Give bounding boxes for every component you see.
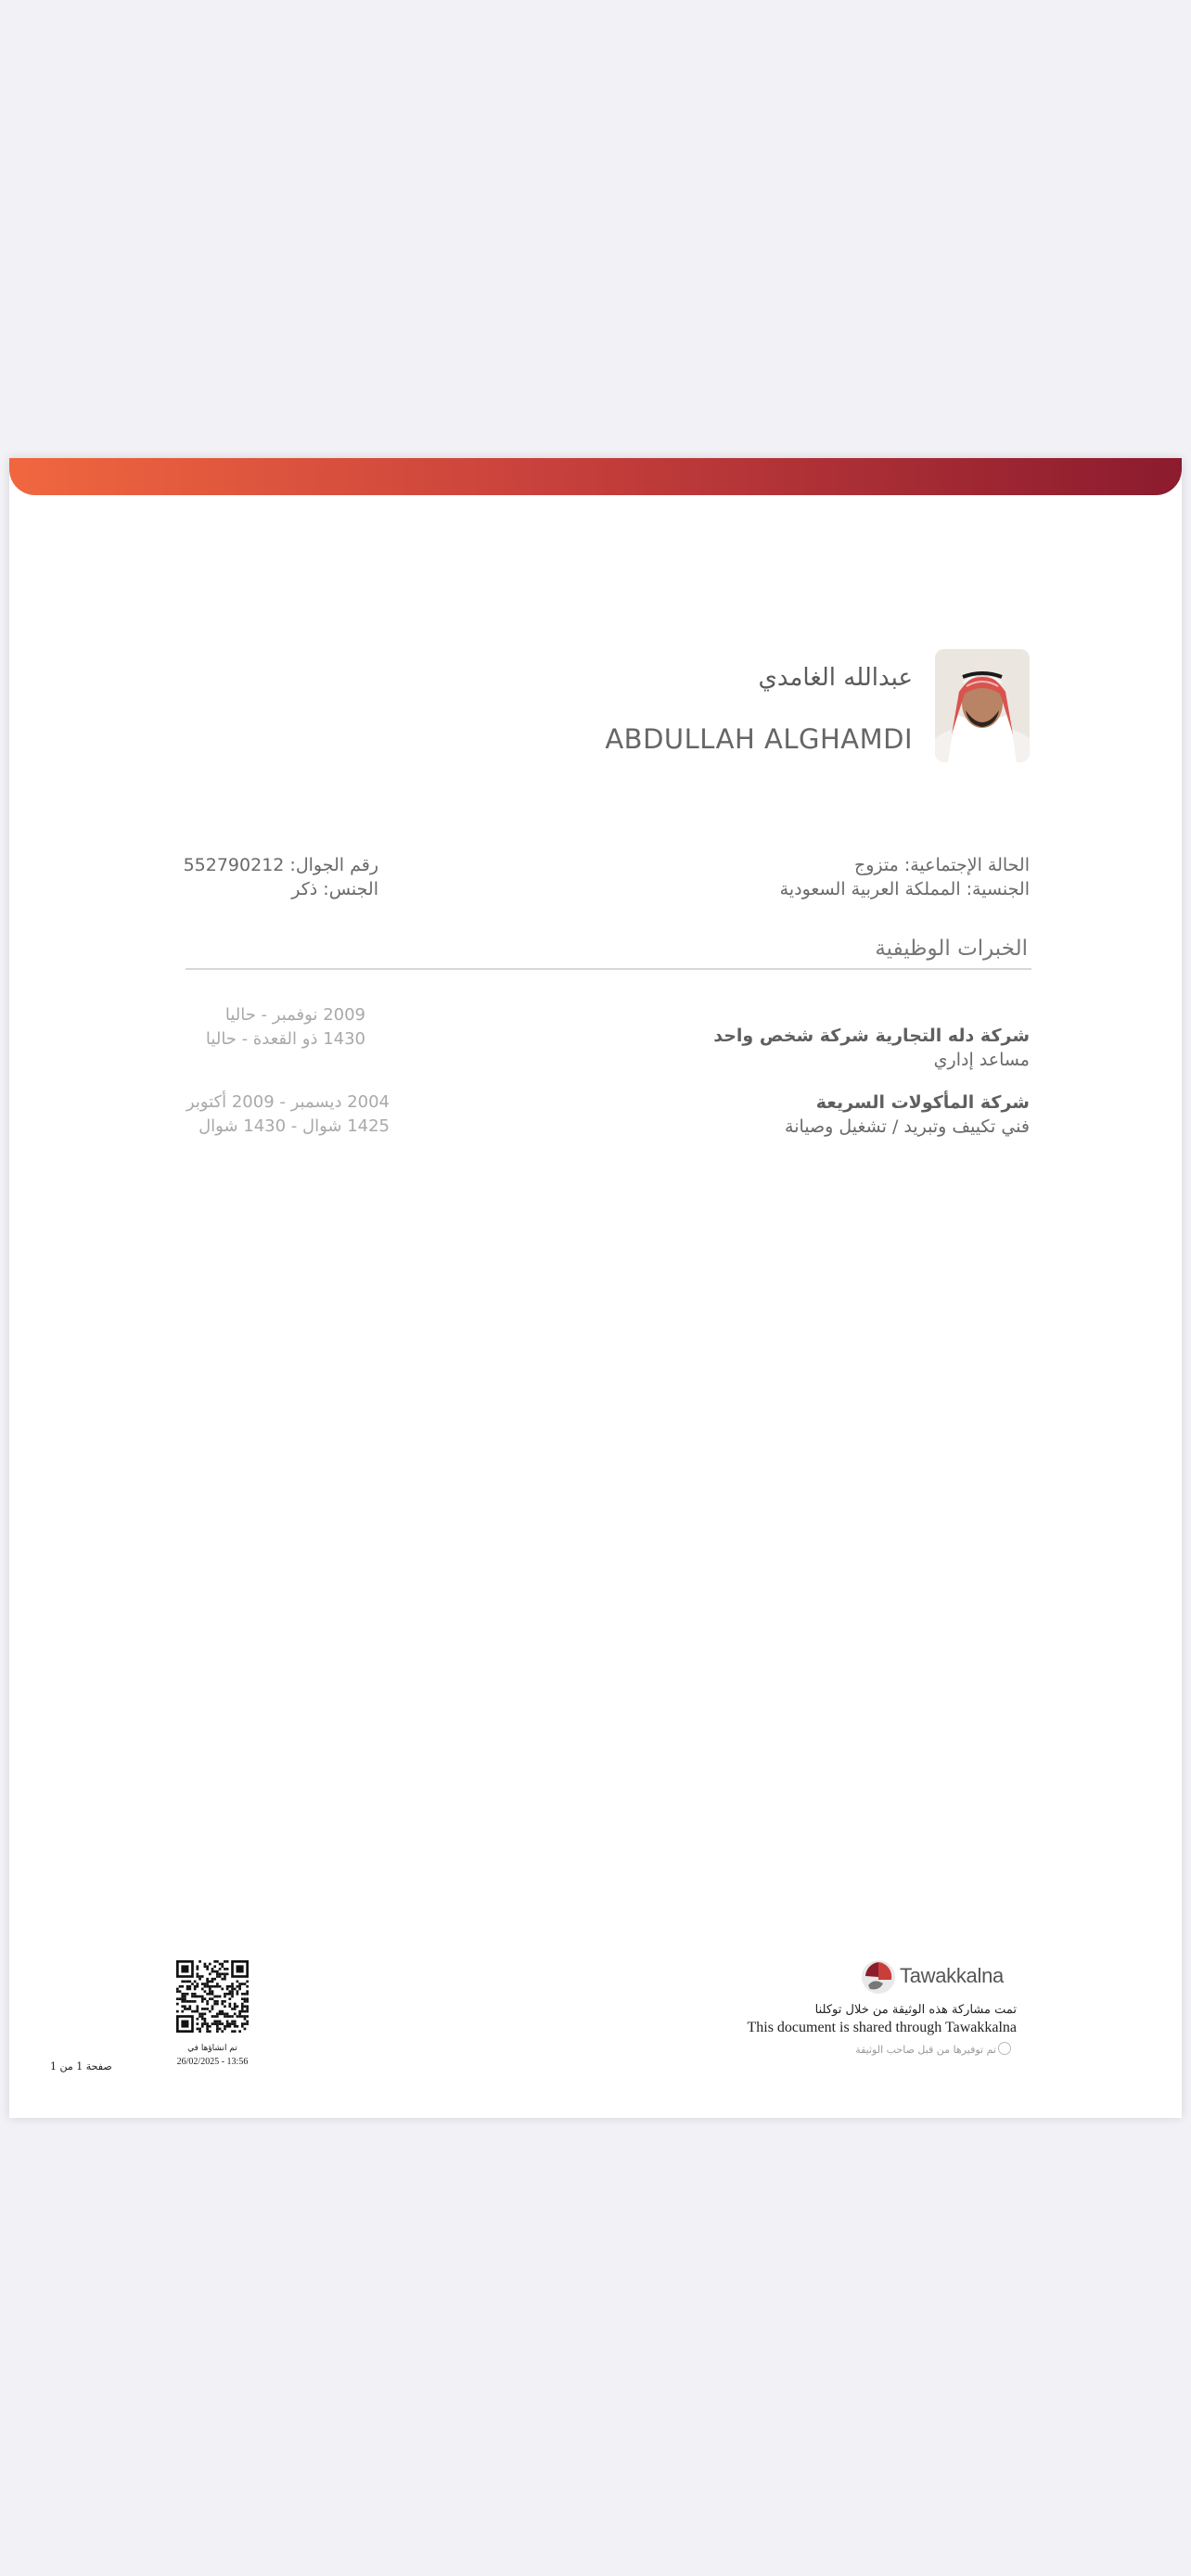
name-english: ABDULLAH ALGHAMDI: [605, 723, 913, 755]
tawakkalna-logo: [861, 1958, 1018, 1996]
shared-notice-arabic: تمت مشاركة هذه الوثيقة من خلال توكلنا: [814, 2003, 1017, 2017]
experience-date-hijri: 1425 شوال - 1430 شوال: [198, 1116, 390, 1136]
marital-status: الحالة الإجتماعية: متزوج: [853, 855, 1030, 875]
document-page: [9, 458, 1182, 2118]
experience-date-hijri: 1430 ذو القعدة - حاليا: [205, 1029, 365, 1049]
mobile-number: رقم الجوال: 552790212: [183, 855, 378, 875]
verified-icon: [998, 2042, 1011, 2055]
person-avatar-icon: [935, 649, 1030, 762]
experience-company: شركة دله التجارية شركة شخص واحد: [713, 1026, 1030, 1046]
tawakkalna-logo-icon: [861, 1959, 896, 1995]
gender: الجنس: ذكر: [291, 879, 378, 899]
nationality: الجنسية: المملكة العربية السعودية: [779, 879, 1030, 899]
qr-created-datetime: 26/02/2025 - 13:56: [176, 2057, 249, 2067]
experience-role: فني تكييف وتبريد / تشغيل وصيانة: [785, 1116, 1030, 1137]
qr-code: [176, 1960, 249, 2033]
qr-code-icon: [176, 1960, 249, 2033]
shared-notice-english: This document is shared through Tawakkalna: [747, 2020, 1017, 2035]
experience-date-gregorian: 2004 ديسمبر - 2009 أكتوبر: [186, 1092, 390, 1112]
experience-role: مساعد إداري: [933, 1050, 1030, 1070]
section-divider: [186, 968, 1031, 970]
experience-date-gregorian: 2009 نوفمبر - حاليا: [224, 1005, 365, 1025]
name-arabic: عبدالله الغامدي: [758, 664, 913, 692]
qr-created-label: تم انشاؤها في: [187, 2044, 237, 2053]
profile-photo: [935, 649, 1030, 762]
brand-name: Tawakkalna: [900, 1964, 1004, 1987]
header-gradient-band: [9, 458, 1182, 495]
provided-by-owner: تم توفيرها من قبل صاحب الوثيقة: [855, 2044, 996, 2056]
experience-section-title: الخبرات الوظيفية: [875, 937, 1028, 961]
page-number: صفحة 1 من 1: [50, 2060, 112, 2072]
experience-company: شركة المأكولات السريعة: [815, 1092, 1030, 1113]
